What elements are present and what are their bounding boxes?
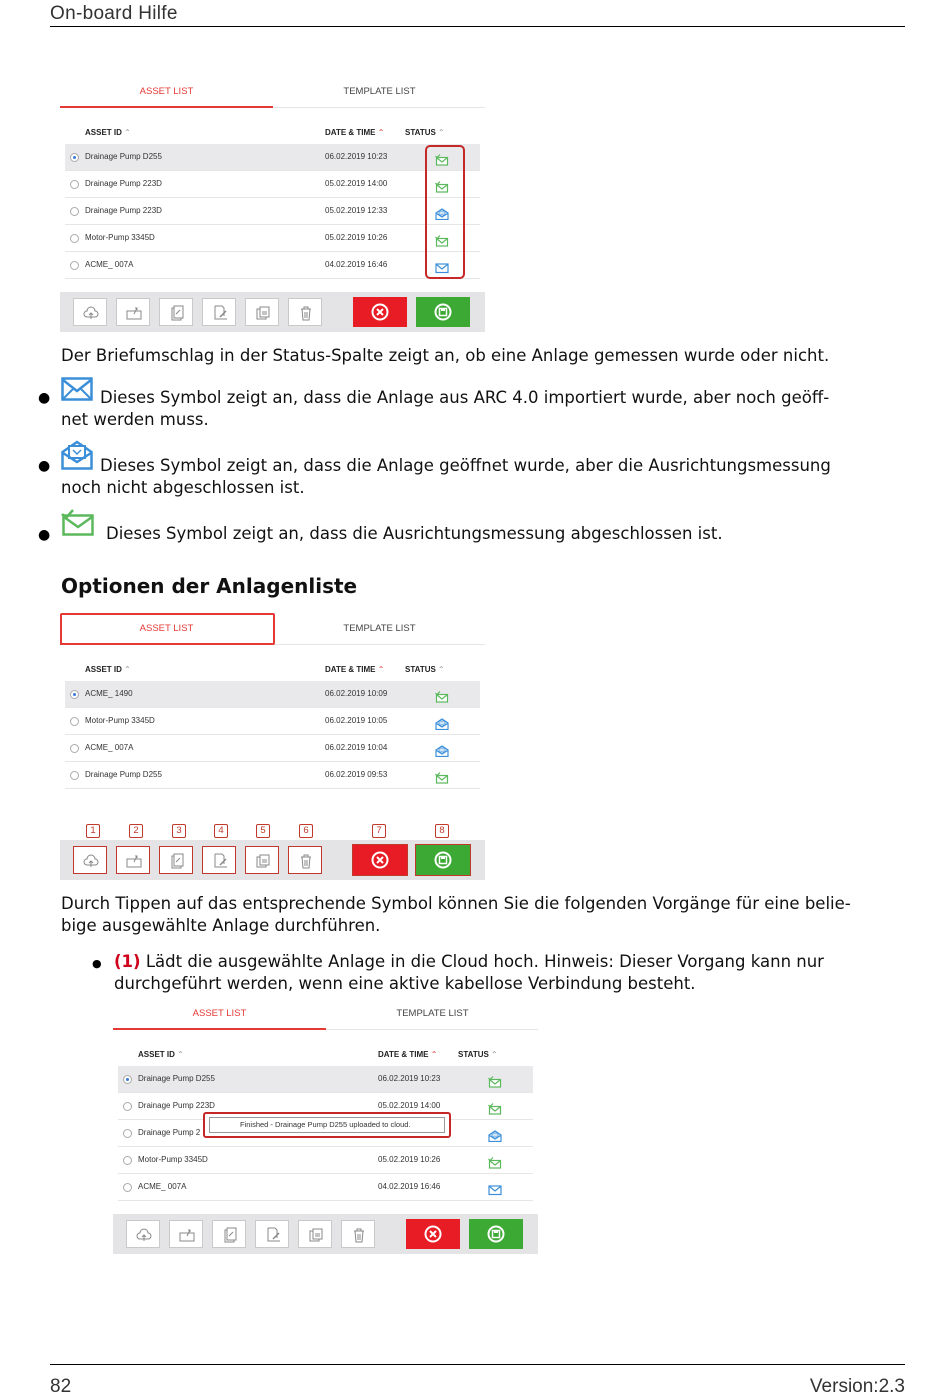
table-row[interactable] xyxy=(118,1147,533,1174)
column-header-label: DATE & TIME xyxy=(325,128,376,137)
tab-asset-list[interactable]: ASSET LIST xyxy=(139,623,194,634)
highlight-box xyxy=(425,145,465,279)
checked-envelope-icon xyxy=(435,769,449,781)
checked-envelope-icon xyxy=(435,688,449,700)
column-header-label: STATUS xyxy=(405,665,436,674)
column-header-date-time[interactable] xyxy=(325,128,384,137)
chevron-up-icon: ⌃ xyxy=(435,665,445,674)
duplicate-button[interactable] xyxy=(298,1220,332,1248)
tab-divider xyxy=(273,107,485,108)
asset-date: 06.02.2019 10:23 xyxy=(378,1074,441,1083)
callout-number-6: 6 xyxy=(299,824,313,838)
row-radio-button[interactable] xyxy=(70,153,79,162)
asset-name: Drainage Pump 223D xyxy=(85,206,162,215)
export-button[interactable] xyxy=(116,846,150,874)
chevron-up-icon: ⌃ xyxy=(488,1050,498,1059)
row-radio-button[interactable] xyxy=(70,717,79,726)
cancel-button[interactable] xyxy=(353,297,407,327)
row-radio-button[interactable] xyxy=(70,261,79,270)
chevron-up-icon: ⌃ xyxy=(174,1050,184,1059)
table-row[interactable] xyxy=(65,708,480,735)
open-envelope-icon xyxy=(61,440,93,474)
column-header-status[interactable] xyxy=(458,1050,498,1059)
callout-number-2: 2 xyxy=(129,824,143,838)
options-text-line1: Durch Tippen auf das entsprechende Symbol können Sie die folgenden Vorgänge für eine belie- xyxy=(61,894,851,913)
bullet-dot: ● xyxy=(38,458,51,474)
row-radio-button[interactable] xyxy=(70,690,79,699)
status-bullet-1-line2: net werden muss. xyxy=(61,410,209,429)
version-label: Version:2.3 xyxy=(809,1376,905,1396)
delete-button[interactable] xyxy=(341,1220,375,1248)
table-row[interactable] xyxy=(118,1066,533,1093)
asset-name: ACME_ 1490 xyxy=(85,689,133,698)
edit-file-button[interactable] xyxy=(202,846,236,874)
table-row[interactable] xyxy=(65,198,480,225)
save-button[interactable] xyxy=(469,1219,523,1249)
tab-active-underline xyxy=(113,1028,326,1030)
upload-toast xyxy=(203,1112,451,1138)
checked-envelope-icon xyxy=(488,1154,502,1166)
column-header-label: DATE & TIME xyxy=(378,1050,429,1059)
table-row[interactable] xyxy=(65,252,480,279)
tab-asset-list[interactable]: ASSET LIST xyxy=(192,1008,247,1019)
header-divider xyxy=(50,26,905,27)
asset-date: 06.02.2019 10:04 xyxy=(325,743,388,752)
table-row[interactable] xyxy=(118,1174,533,1201)
status-bullet-1-line1: Dieses Symbol zeigt an, dass die Anlage aus ARC 4.0 importiert wurde, aber noch geöff- xyxy=(100,388,830,407)
save-button[interactable] xyxy=(416,845,470,875)
tab-bar xyxy=(60,75,485,109)
export-button[interactable] xyxy=(169,1220,203,1248)
column-header-label: ASSET ID xyxy=(138,1050,175,1059)
cloud-upload-button[interactable] xyxy=(73,298,107,326)
callout-number-5: 5 xyxy=(256,824,270,838)
cloud-upload-button[interactable] xyxy=(126,1220,160,1248)
checked-envelope-icon xyxy=(488,1073,502,1085)
asset-list-screenshot-status xyxy=(60,75,485,332)
asset-date: 06.02.2019 09:53 xyxy=(325,770,388,779)
copy-file-button[interactable] xyxy=(212,1220,246,1248)
column-header-label: ASSET ID xyxy=(85,665,122,674)
table-row[interactable] xyxy=(65,735,480,762)
tab-template-list[interactable]: TEMPLATE LIST xyxy=(343,623,416,634)
row-radio-button[interactable] xyxy=(123,1183,132,1192)
asset-name: Drainage Pump 2 xyxy=(138,1128,201,1137)
asset-date: 05.02.2019 10:26 xyxy=(325,233,388,242)
row-radio-button[interactable] xyxy=(123,1075,132,1084)
edit-file-button[interactable] xyxy=(202,298,236,326)
asset-name: Drainage Pump 223D xyxy=(138,1101,215,1110)
asset-name: ACME_ 007A xyxy=(85,743,134,752)
copy-file-button[interactable] xyxy=(159,846,193,874)
asset-date: 06.02.2019 10:23 xyxy=(325,152,388,161)
callout-number-4: 4 xyxy=(214,824,228,838)
asset-date: 04.02.2019 16:46 xyxy=(325,260,388,269)
duplicate-button[interactable] xyxy=(245,298,279,326)
asset-name: Motor-Pump 3345D xyxy=(85,233,155,242)
open-envelope-icon xyxy=(488,1127,502,1139)
chevron-up-icon: ⌃ xyxy=(375,128,385,137)
row-radio-button[interactable] xyxy=(123,1102,132,1111)
chevron-up-icon: ⌃ xyxy=(435,128,445,137)
envelope-icon xyxy=(488,1181,502,1193)
copy-file-button[interactable] xyxy=(159,298,193,326)
export-button[interactable] xyxy=(116,298,150,326)
chevron-up-icon: ⌃ xyxy=(121,665,131,674)
column-header-label: DATE & TIME xyxy=(325,665,376,674)
row-radio-button[interactable] xyxy=(70,771,79,780)
cloud-upload-button[interactable] xyxy=(73,846,107,874)
row-radio-button[interactable] xyxy=(123,1129,132,1138)
status-bullet-2-line2: noch nicht abgeschlossen ist. xyxy=(61,478,305,497)
column-header-label: STATUS xyxy=(458,1050,489,1059)
cancel-button[interactable] xyxy=(406,1219,460,1249)
tab-asset-list[interactable]: ASSET LIST xyxy=(139,86,194,97)
tab-active-underline xyxy=(60,106,273,108)
delete-button[interactable] xyxy=(288,298,322,326)
table-row[interactable] xyxy=(65,762,480,789)
tab-bar xyxy=(60,612,485,646)
bullet-dot: ● xyxy=(38,527,51,543)
asset-date: 05.02.2019 12:33 xyxy=(325,206,388,215)
row-radio-button[interactable] xyxy=(123,1156,132,1165)
asset-date: 06.02.2019 10:09 xyxy=(325,689,388,698)
column-header-status[interactable] xyxy=(405,665,445,674)
chevron-up-icon: ⌃ xyxy=(121,128,131,137)
asset-name: ACME_ 007A xyxy=(85,260,134,269)
callout-number-8: 8 xyxy=(435,824,449,838)
asset-list-screenshot-upload xyxy=(113,997,538,1254)
row-radio-button[interactable] xyxy=(70,744,79,753)
column-header-asset-id[interactable] xyxy=(85,665,131,674)
option-1-line2: durchgeführt werden, wenn eine aktive kabellose Verbindung besteht. xyxy=(114,974,696,993)
column-header-label: ASSET ID xyxy=(85,128,122,137)
action-toolbar xyxy=(60,292,485,332)
column-header-asset-id[interactable] xyxy=(85,128,131,137)
table-row[interactable] xyxy=(65,681,480,708)
duplicate-button[interactable] xyxy=(245,846,279,874)
header-title: On-board Hilfe xyxy=(50,3,178,24)
checked-envelope-icon xyxy=(488,1100,502,1112)
status-bullet-3-text: Dieses Symbol zeigt an, dass die Ausrichtungsmessung abgeschlossen ist. xyxy=(106,524,723,543)
chevron-up-icon: ⌃ xyxy=(428,1050,438,1059)
bullet-dot: ● xyxy=(38,390,51,406)
save-button[interactable] xyxy=(416,297,470,327)
delete-button[interactable] xyxy=(288,846,322,874)
table-row[interactable] xyxy=(65,171,480,198)
asset-name: Drainage Pump 223D xyxy=(85,179,162,188)
envelope-icon xyxy=(61,377,93,405)
open-envelope-icon xyxy=(435,715,449,727)
tab-divider xyxy=(326,1029,538,1030)
table-row[interactable] xyxy=(65,225,480,252)
asset-name: Motor-Pump 3345D xyxy=(85,716,155,725)
action-toolbar xyxy=(113,1214,538,1254)
row-radio-button[interactable] xyxy=(70,207,79,216)
status-bullet-2-line1: Dieses Symbol zeigt an, dass die Anlage geöffnet wurde, aber die Ausrichtungsmessung xyxy=(100,456,831,475)
callout-number-1: 1 xyxy=(86,824,100,838)
column-header-date-time[interactable] xyxy=(325,665,384,674)
option-1-line1: (1) Lädt die ausgewählte Anlage in die Cloud hoch. Hinweis: Dieser Vorgang kann nur xyxy=(114,952,824,971)
column-header-label: STATUS xyxy=(405,128,436,137)
cancel-button[interactable] xyxy=(353,845,407,875)
asset-list-screenshot-options xyxy=(60,612,485,880)
chevron-up-icon: ⌃ xyxy=(375,665,385,674)
column-header-status[interactable] xyxy=(405,128,445,137)
edit-file-button[interactable] xyxy=(255,1220,289,1248)
tab-template-list[interactable]: TEMPLATE LIST xyxy=(343,86,416,97)
section-heading: Optionen der Anlagenliste xyxy=(61,574,358,598)
asset-name: Drainage Pump D255 xyxy=(85,152,162,161)
checked-envelope-icon xyxy=(61,509,95,541)
action-toolbar xyxy=(60,840,485,880)
highlight-box xyxy=(60,613,275,645)
asset-name: Motor-Pump 3345D xyxy=(138,1155,208,1164)
column-header-asset-id[interactable] xyxy=(138,1050,184,1059)
asset-name: ACME_ 007A xyxy=(138,1182,187,1191)
asset-date: 04.02.2019 16:46 xyxy=(378,1182,441,1191)
column-header-date-time[interactable] xyxy=(378,1050,437,1059)
asset-date: 05.02.2019 14:00 xyxy=(378,1101,441,1110)
table-row[interactable] xyxy=(65,144,480,171)
toast-message: Finished - Drainage Pump D255 uploaded to cloud. xyxy=(240,1120,411,1129)
page-number: 82 xyxy=(50,1376,72,1396)
bullet-dot: ● xyxy=(92,957,102,970)
options-text-line2: bige ausgewählte Anlage durchführen. xyxy=(61,916,381,935)
row-radio-button[interactable] xyxy=(70,180,79,189)
asset-name: Drainage Pump D255 xyxy=(138,1074,215,1083)
option-1-label: (1) xyxy=(114,952,141,971)
intro-text: Der Briefumschlag in der Status-Spalte zeigt an, ob eine Anlage gemessen wurde oder nicht. xyxy=(61,346,830,365)
tab-divider xyxy=(273,644,485,645)
footer-divider xyxy=(50,1364,905,1365)
callout-number-7: 7 xyxy=(372,824,386,838)
tab-bar xyxy=(113,997,538,1031)
asset-date: 06.02.2019 10:05 xyxy=(325,716,388,725)
callout-number-3: 3 xyxy=(172,824,186,838)
asset-name: Drainage Pump D255 xyxy=(85,770,162,779)
row-radio-button[interactable] xyxy=(70,234,79,243)
asset-date: 05.02.2019 14:00 xyxy=(325,179,388,188)
open-envelope-icon xyxy=(435,742,449,754)
tab-template-list[interactable]: TEMPLATE LIST xyxy=(396,1008,469,1019)
asset-date: 05.02.2019 10:26 xyxy=(378,1155,441,1164)
